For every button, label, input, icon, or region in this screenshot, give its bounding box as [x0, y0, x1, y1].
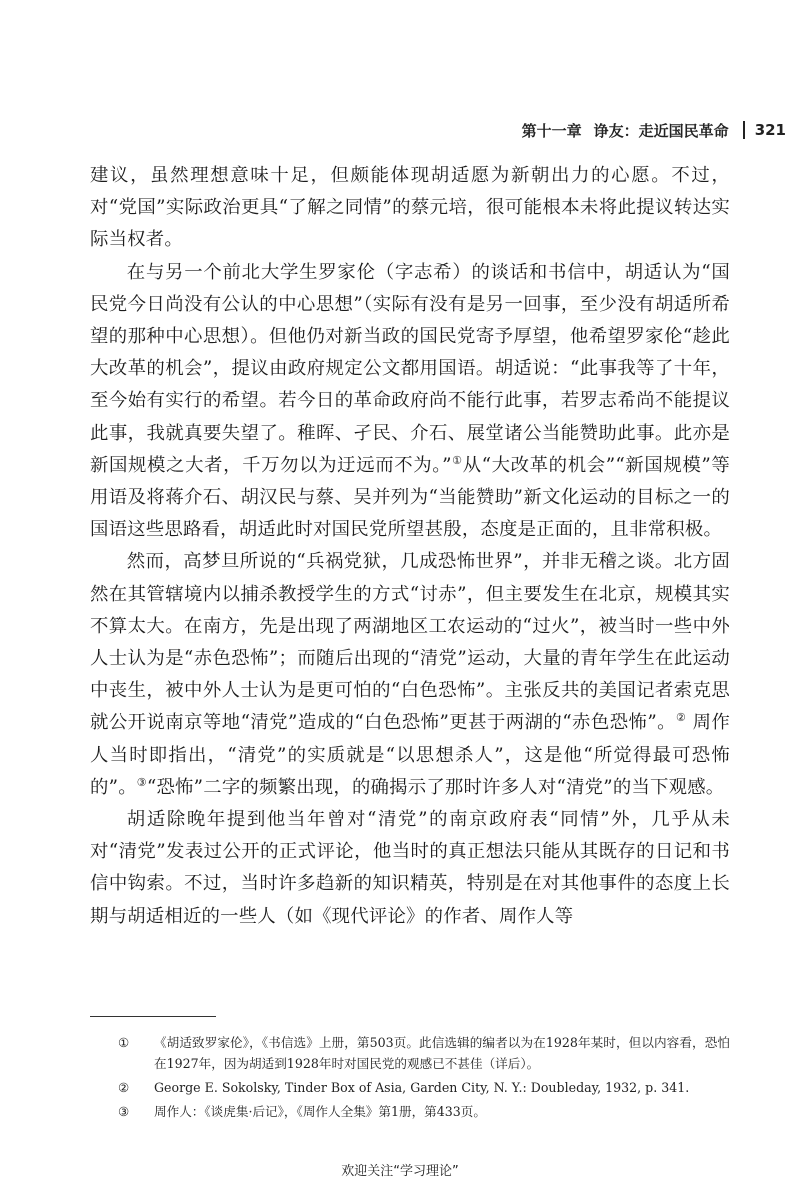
body-text: [90, 160, 730, 933]
footnote-2: [90, 1077, 730, 1098]
footnote-text: George E. Sokolsky, Tinder Box of Asia, Garden City, N. Y.: Doubleday, 1932, p. 341.: [154, 1080, 690, 1095]
footnote-text: 周作人：《谈虎集·后记》，《周作人全集》第1册，第433页。: [154, 1104, 486, 1119]
running-head: [522, 118, 786, 142]
footnote-ref-3[interactable]: ③: [136, 775, 147, 789]
paragraph-3-part-c: “恐怖”二字的频繁出现，的确揭示了那时许多人对“清党”的当下观感。: [146, 776, 725, 798]
footnotes: [90, 1032, 730, 1125]
page-number: 321: [754, 121, 786, 139]
paragraph-2: [90, 257, 730, 547]
footnote-divider: [90, 1016, 216, 1017]
chapter-title: 诤友：走近国民革命: [593, 121, 729, 140]
paragraph-3: [90, 546, 730, 804]
paragraph-3-part-b: 周作人当时即指出，“清党”的实质就是“以思想杀人”，这是他“所觉得最可恐怖的”。: [90, 712, 731, 798]
footnote-mark: ①: [118, 1035, 130, 1050]
footnote-ref-1[interactable]: ①: [451, 453, 463, 467]
footnote-ref-2[interactable]: ②: [676, 711, 687, 725]
footnote-text: 《胡适致罗家伦》，《书信选》上册，第503页。此信选辑的编者以为在1928年某时，但以内容看，恐怕在1927年，因为胡适到1928年时对国民党的观感已不甚佳（详后）。: [154, 1035, 730, 1071]
paragraph-3-part-a: 然而，高梦旦所说的“兵祸党狱，几成恐怖世界”，并非无稽之谈。北方固然在其管辖境内以捕杀教授学生的方式“讨赤”，但主要发生在北京，规模其实不算太大。在南方，先是出现了两湖地区工农运动的“过火”，被当时一些中外人士认为是“赤色恐怖”；而随后出现的“清党”运动，大量的青年学生在此运动中丧生，被中外人士认为是更可怕的“白色恐怖”。主张反共的美国记者索克思就公开说南京等地“清党”造成的“白色恐怖”更甚于两湖的“赤色恐怖”。: [90, 551, 730, 734]
footnote-mark: ②: [118, 1080, 130, 1095]
bottom-watermark-text: 欢迎关注“学习理论”: [341, 1164, 459, 1179]
paragraph-2-part-a: 在与另一个前北大学生罗家伦（字志希）的谈话和书信中，胡适认为“国民党今日尚没有公认的中心思想”（实际有没有是另一回事，至少没有胡适所希望的那种中心思想）。但他仍对新当政的国民党寄予厚望，他希望罗家伦“趁此大改革的机会”，提议由政府规定公文都用国语。胡适说：“此事我等了十年，至今始有实行的希望。若今日的革命政府尚不能行此事，若罗志希尚不能提议此事，我就真要失望了。稚晖、孑民、介石、展堂诸公当能赞助此事。此亦是新国规模之大者，千万勿以为迂远而不为。”: [90, 261, 730, 476]
chapter-label: 第十一章: [521, 121, 582, 140]
footnote-3: [90, 1101, 730, 1122]
footnote-mark: ③: [118, 1104, 130, 1119]
paragraph-4: 胡适除晚年提到他当年曾对“清党”的南京政府表“同情”外，几乎从未对“清党”发表过公开的正式评论，他当时的真正想法只能从其既存的日记和书信中钩索。不过，当时许多趋新的知识精英，特别是在对其他事件的态度上长期与胡适相近的一些人（如《现代评论》的作者、周作人等: [90, 809, 730, 927]
paragraph-1: 建议，虽然理想意味十足，但颇能体现胡适愿为新朝出力的心愿。不过，对“党国”实际政治更具“了解之同情”的蔡元培，很可能根本未将此提议转达实际当权者。: [90, 165, 730, 251]
footnote-1: [90, 1032, 730, 1074]
paragraph-2-part-b: 从“大改革的机会”“新国规模”等用语及将蒋介石、胡汉民与蔡、吴并列为“当能赞助”新文化运动的目标之一的国语这些思路看，胡适此时对国民党所望甚殷，态度是正面的，且非常积极。: [90, 454, 731, 541]
header-divider: [743, 121, 745, 139]
